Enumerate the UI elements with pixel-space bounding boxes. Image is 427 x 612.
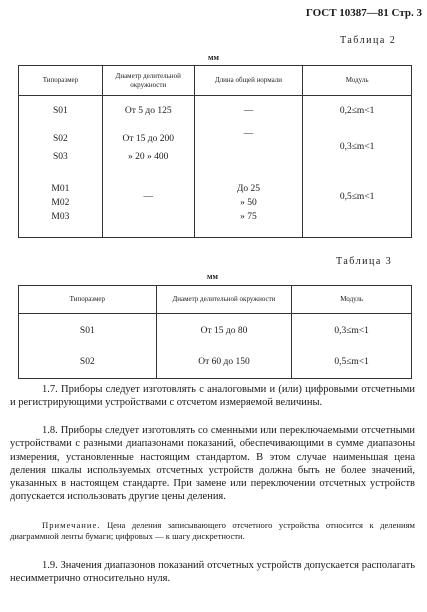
paragraph-1-9: 1.9. Значения диапазонов показаний отсчетных устройств допускается располагать несимметрично относительно нуля.	[10, 560, 415, 585]
table2-col-length: Длина общей нормали	[194, 66, 303, 96]
note	[10, 520, 415, 542]
table2-col-size: Типоразмер	[19, 66, 103, 96]
table2-module: 0,5≤m<1	[303, 178, 412, 238]
table3-col-module: Модуль	[292, 286, 412, 314]
table2-size: S01	[19, 96, 103, 128]
table2-length-line: » 75	[240, 211, 257, 222]
table2-size-line: M03	[51, 211, 70, 222]
table3-size: S02	[19, 347, 157, 379]
table2-length: —	[194, 96, 303, 128]
table2-size-line: S02	[53, 133, 68, 144]
table3-col-size: Типоразмер	[19, 286, 157, 314]
table2-diameter-line: » 20 » 400	[128, 151, 169, 162]
table3-caption: Таблица 3	[336, 256, 393, 267]
table3-module: 0,3≤m<1	[292, 314, 412, 347]
table3-diameter: От 60 до 150	[156, 347, 292, 379]
paragraph-1-8: 1.8. Приборы следует изготовлять со сменными или переключаемыми отсчетными устройствами с разными диапазонами показаний, обеспечивающими в сумме диапазоны измерения, установленные настоящим стандартом. В этом случае наименьшая цена деления шкалы используемых отсчетных устройств должна быть не более значений, указанных в настоящем стандарте. При замене или переключении отсчетных устройств допускается использовать другие цены деления.	[10, 425, 415, 503]
table2-size-line: M02	[51, 197, 70, 208]
table2-module: 0,2≤m<1	[303, 96, 412, 128]
table2-size-line: M01	[51, 183, 70, 194]
table3-col-diameter: Диаметр делительной окружности	[156, 286, 292, 314]
table2-length-line: До 25	[236, 183, 260, 194]
table3	[18, 285, 412, 379]
table3-size: S01	[19, 314, 157, 347]
table2-length-line: » 50	[240, 197, 257, 208]
paragraph-1-7: 1.7. Приборы следует изготовлять с аналоговыми и (или) цифровыми отсчетными и регистрирующими устройствами с отсчетом измеряемой величины.	[10, 384, 415, 409]
table2-diameter: —	[102, 178, 194, 238]
table2-size-line: S03	[53, 151, 68, 162]
table2-diameter	[102, 128, 194, 178]
table2-col-module: Модуль	[303, 66, 412, 96]
table2-module: 0,3≤m<1	[303, 128, 412, 178]
table2	[18, 65, 412, 238]
table2-length	[194, 178, 303, 238]
table2-col-diameter: Диаметр делительной окружности	[102, 66, 194, 96]
table3-unit: мм	[207, 272, 218, 281]
table2-caption: Таблица 2	[340, 35, 397, 46]
page-header: ГОСТ 10387—81 Стр. 3	[305, 7, 422, 19]
table2-diameter: От 5 до 125	[102, 96, 194, 128]
table2-size	[19, 178, 103, 238]
note-label: Примечание.	[42, 520, 101, 530]
table2-diameter-line: От 15 до 200	[122, 133, 174, 144]
table3-module: 0,5≤m<1	[292, 347, 412, 379]
table2-size	[19, 128, 103, 178]
table2-unit: мм	[208, 53, 219, 62]
table3-diameter: От 15 до 80	[156, 314, 292, 347]
note-text: Цена деления записывающего отсчетного устройства относится к делениям диаграммной ленты бумаги; цифровых — к шагу дискретности.	[10, 520, 415, 541]
table2-length: —	[194, 128, 303, 178]
